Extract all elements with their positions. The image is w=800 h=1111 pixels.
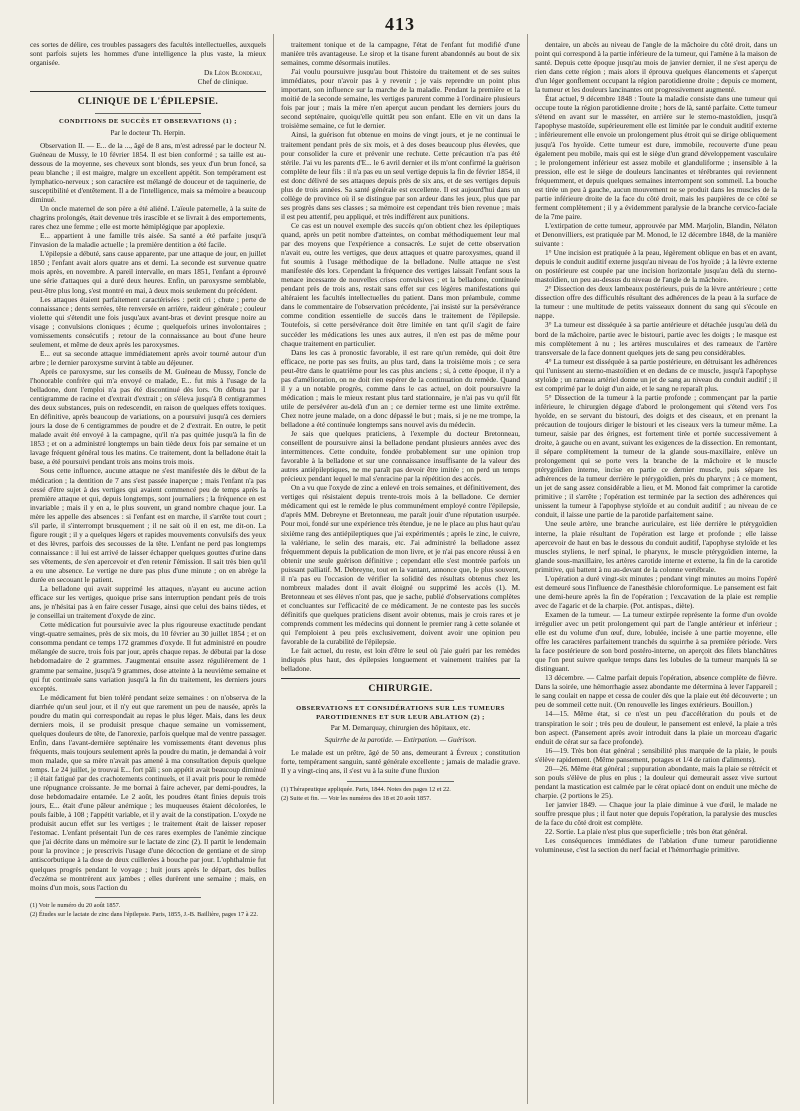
author-role: Chef de clinique.	[197, 77, 248, 87]
body-paragraph: Observation II. — E... de la ..., âgé de 8 ans, m'est adressé par le docteur N. Guéneau de Mussy, le 10 février 1854. Il est bien conformé ; sa taille est au-dessous de la moyenne, ses cheveux sont blonds, ses yeux d'un brun foncé, sa peau blanche ; il est maigre, malgre un excellent appétit. Son tempérament est lymphatico-nerveux ; son caractère est mélangé de douceur et de taquinerie, de susceptibilité et d'entêtement. Il a de l'intelligence, mais sa mémoire a beaucoup diminué.	[30, 140, 266, 205]
section-rule-thin	[347, 700, 455, 701]
body-paragraph: traitement tonique et de la campagne, l'état de l'enfant fut modifié d'une manière très avantageuse. Le sirop et la tisane furent abandonnés au bout de six semaines, comme désormais inutiles.	[281, 40, 520, 68]
body-paragraph: 3° La tumeur est disséquée à sa partie antérieure et détachée jusqu'au delà du bord de la mâchoire, partie avec le bistouri, partie avec les doigts ; le masque est mis complètement à nu ; les artères musculaires et des rameaux de l'artère transversale de la face donnent quelques jets de sang peu considérables.	[535, 320, 777, 357]
body-paragraph: Ce cas est un nouvel exemple des succès qu'on obtient chez les épileptiques quand, après un petit nombre d'atteintes, on combat méthodiquement leur mal par des moyens que l'expérience a consacrés. Le sujet de cette observation n'avait eu, outre les vertiges, que deux attaques et quatre paroxysmes, quand il fut soumis à l'usage méthodique de la belladone. Nulle attaque ne s'est manifestée dès lors. Cependant la fréquence des vertiges laissait l'enfant sous la menace incessante de nouvelles crises convulsives ; et la belladone, continuée pendant près de trois ans, restait sans effet sur ces légères manifestations qui altéraient les facultés intellectuelles du patient. Dans mon préambule, comme dans le commentaire de l'observation précédente, j'ai insisté sur la persévérance comme condition essentielle de succès dans le traitement de l'épilepsie. Toutefois, si cette persévérance doit être limitée en tant qu'il s'agit de faire succéder les médications les unes aux autres, il n'en est pas de même pour chaque traitement en particulier.	[281, 220, 520, 348]
body-paragraph: État actuel, 9 décembre 1848 : Toute la maladie consiste dans une tumeur qui occupe toute la région parotidienne droite ; hors de là, santé parfaite. Cette tumeur s'étend en avant sur le masséter, en arrière sur le sterno-mastoïdien, jusqu'à l'apophyse mastoïde, supérieurement elle est limitée par le conduit auditif externe ; inférieurement elle envoie un prolongement plus étroit qui se dirige obliquement jusqu'à l'os hyoïde. Cette tumeur est dure, immobile, recouverte d'une peau également peu mobile, mais qui est le siège d'un grand développement vasculaire ; le prolongement inférieur est assez mobile et glanduliforme ; insensible à la pression, elle est le siège de douleurs lancinantes et térébrantes qui reviennent fréquemment, et depuis quelques semaines interrompent son sommeil. La bouche est tirée un peu à gauche, aucun mouvement ne se produit dans les muscles de la partie inférieure droite de la face du côté droit, mais les paupières de ce côté se ferment complètement ; il y a évidemment paralysie de la branche cervico-faciale de la 7me paire.	[535, 94, 777, 221]
body-paragraph: L'épilepsie a débuté, sans cause apparente, par une attaque de jour, en juillet 1850 ; l'enfant avait alors quatre ans et demi. La seconde est survenue quatre mois après, en novembre. A pareil intervalle, en mars 1851, l'enfant a éprouvé une série d'attaques qui a duré deux heures. Enfin, un paroxysme semblable, peut-être plus long, s'est montré en mai, à deux mois seulement du précédent.	[30, 249, 266, 295]
section-rule-thin	[95, 113, 201, 114]
footnote-rule	[347, 781, 455, 782]
body-paragraph: 1° Une incision est pratiquée à la peau, légèrement oblique en bas et en avant, depuis le conduit auditif externe jusqu'au niveau de l'os hyoïde ; à la lèvre externe on postérieure est coupée par une incision horizontale jusqu'au delà du sterno-mastoïdien, un peu au-dessus du niveau de l'angle de la mâchoire.	[535, 248, 777, 285]
article-body	[30, 141, 266, 892]
section-title: CHIRURGIE.	[368, 683, 433, 695]
body-paragraph: Examen de la tumeur. — La tumeur extirpée représente la forme d'un ovoïde irrégulier avec un petit prolongement qui part de l'angle antérieur et inférieur ; elle est du volume d'un œuf, dure, lobulée, incisée à une partie moyenne, elle offre les caractères parfaitement tranchés du squirrhe à sa première période. Vers la face postérieure de son bord postéro-interne, on aperçoit des filets blanchâtres que l'on peut suivre quelque temps dans les lobules de la tumeur marqués là se distinguant.	[535, 609, 777, 674]
section-subtitle: CONDITIONS DE SUCCÈS ET OBSERVATIONS (1) ;	[59, 118, 237, 126]
body-paragraph: 13 décembre. — Calme parfait depuis l'opération, absence complète de fièvre. Dans la soirée, une hémorrhagie assez abondante me détermina à lever l'appareil ; le sang coulait en nappe et cessa de couler dès que la plaie eut été découverte ; un peu de sommeil cette nuit. (On renouvelle les linges extérieurs. Bouillon.)	[535, 673, 777, 710]
body-paragraph: L'opération a duré vingt-six minutes ; pendant vingt minutes au moins l'opéré est demeuré sous l'influence de l'anesthésie chloroformique. Le pansement est fait une demi-heure après la fin de l'opération ; l'excavation de la plaie est remplie avec de l'agaric et de la charpie. (Pot. antispas., diète).	[535, 573, 777, 610]
body-paragraph: Une seule artère, une branche auriculaire, est liée derrière le ptérygoïdien interne, la plaie résultant de l'opération est large et profonde ; elle laisse apercevoir de haut en bas le dessous du conduit auditif, l'apophyse styloïde et les muscles styliens, le nerf spinal, le pharynx, le muscle ptérygoïdien interne, la glande sous-maxillaire, les artères carotide interne et externe, la fin de la carotide primitive, qui battent à nu au-devant de la colonne vertébrale.	[535, 519, 777, 574]
article-byline: Par le docteur Th. Herpin.	[110, 128, 186, 137]
body-paragraph: La belladone qui avait supprimé les attaques, n'ayant eu aucune action efficace sur les vertiges, quoique prise sans interruption pendant près de trois ans, je n'hésitai pas à en faire cesser l'usage, ainsi que celui des bains tièdes, et je conseillai un traitement d'oxyde de zinc.	[30, 584, 266, 621]
body-paragraph: Le fait actuel, du reste, est loin d'être le seul où j'aie guéri par les remèdes indiqués plus haut, des épilepsies longuement et vainement traitées par la belladone.	[281, 646, 520, 674]
column-right	[535, 40, 777, 1096]
body-paragraph: E... appartient à une famille très aisée. Sa santé a été parfaite jusqu'à l'invasion de la maladie actuelle ; la première dentition a été facile.	[30, 231, 266, 250]
body-paragraph: Je sais que quelques praticiens, à l'exemple du docteur Bretonneau, conseillent de poursuivre ainsi la belladone pendant plusieurs années avec des intermittences. Cette conduite, fondée probablement sur une opinion trop favorable à la belladone et sur une connaissance insuffisante de la valeur des autres antiépileptiques, ne me paraît pas devoir être imitée ; on perd un temps précieux pendant lequel le mal s'enracine par la répétition des accès.	[281, 429, 520, 484]
section-rule	[281, 678, 520, 679]
article-byline: Par M. Demarquay, chirurgien des hôpitaux, etc.	[330, 724, 471, 733]
footnote: (1) Thérapeutique appliquée. Paris, 1844. Notes des pages 12 et 22.	[281, 785, 451, 793]
footnote-rule	[95, 897, 201, 898]
body-paragraph: 5° Dissection de la tumeur à la partie profonde ; commençant par la partie inférieure, le chirurgien dégage d'abord le prolongement qui s'étend vers l'os hyoïde, en se servant du bistouri, des doigts et des ciseaux, et en prenant la précaution de toujours diriger le bistouri et les ciseaux vers la tumeur même. La tumeur, saisie par des érignes, est fortement tirée et portée successivement à droite, à gauche ou en avant, suivant les exigences de la dissection. En remontant, il sépare complètement la tumeur de la glande sous-maxillaire, enlève un prolongement qui se porte vers la branche de la mâchoire et le muscle ptérygoïdien interne, incise en partie ce dernier muscle, puis sépare les adhérences de la tumeur derrière le ptérygoïdien, près du pharynx ; à ce moment, un jet de sang assez considérable a lieu, et M. Monod fait comprimer la carotide primitive ; il s'arrête ; l'opération est terminée par la section des adhérences qui unissent la tumeur à l'apophyse styloïde et au conduit auditif ; au niveau de ce conduit, il laisse une partie de la parotide parfaitement saine.	[535, 392, 777, 520]
body-paragraph: 14—15. Même état, si ce n'est un peu d'accélération du pouls et de transpiration le soir ; très peu de douleur, le pansement est enlevé, la plaie a très bon aspect. (Pansement après avoir introduit dans la plaie un morceau d'agaric enduit de cérat sur sa face profonde).	[535, 709, 777, 746]
author-signature: Dr Léon Blondeau,	[204, 68, 262, 78]
body-paragraph: 2° Dissection des deux lambeaux postérieurs, puis de la lèvre antérieure ; cette dissection offre des difficultés résultant des adhérences de la peau à la surface de la tumeur : une multitude de petits vaisseaux donnent du sang qui s'écoule en nappe.	[535, 284, 777, 321]
section-subtitle: OBSERVATIONS ET CONSIDÉRATIONS SUR LES TUMEURS PAROTIDIENNES ET SUR LEUR ABLATION (2) ;	[296, 705, 505, 721]
column-divider	[527, 34, 528, 1104]
body-paragraph: 1er janvier 1849. — Chaque jour la plaie diminue à vue d'œil, le malade ne souffre presque plus ; il faut noter que depuis l'opération, la paralysie des muscles de la face du côté droit est complète.	[535, 799, 777, 828]
body-paragraph: 16—19. Très bon état général ; sensibilité plus marquée de la plaie, le pouls s'élève rapidement. (Même pansement, potages et 1/4 de ration d'aliments).	[535, 745, 777, 764]
body-paragraph: Dans les cas à pronostic favorable, il est rare qu'un remède, qui doit être efficace, ne porte pas ses fruits, au plus tard, dans la troisième mois ; ce sera peut-être dans le quatrième pour les cas plus anciens ; si, à cette époque, il n'y a pas d'amélioration, on ne doit rien espérer de la continuation du remède. Quand il y a un notable progrès, comme dans le cas actuel, on doit poursuivre la médication ; mais le mieux restant plus tard stationnaire, je n'ai pas vu qu'il fût utile de persévérer au-delà d'un an ; ce dernier terme est une limite extrême. Chez notre jeune malade, on a donc dépassé le but ; mais, si je ne me trompe, la belladone a été continuée longtemps sans nouvel avis du médecin.	[281, 347, 520, 429]
column-left	[30, 40, 266, 1096]
body-paragraph: Les attaques étaient parfaitement caractérisées : petit cri ; chute ; perte de connaissance ; dents serrées, tête renversée en arrière, raideur générale ; couleur violette qui s'étendit une fois jusqu'aux avant-bras et devint presque noire au visage ; convulsions cloniques ; écume ; quelquefois urines involontaires ; vomissements consécutifs ; retour de la connaissance au bout d'une heure seulement, et même de deux après les paroxysmes.	[30, 294, 266, 349]
footnote: (2) Suite et fin. — Voir les numéros des 18 et 20 août 1857.	[281, 795, 431, 803]
body-paragraph: L'extirpation de cette tumeur, approuvée par MM. Marjolin, Blandin, Nélaton et Denonvilliers, est pratiquée par M. Monod, le 12 décembre 1848, de la manière suivante :	[535, 220, 777, 249]
body-paragraph: dentaire, un abcès au niveau de l'angle de la mâchoire du côté droit, dans un point qui correspond à la partie inférieure de la tumeur, qui l'amène à la maison de santé. Depuis cette époque jusqu'au mois de janvier dernier, il ne s'est aperçu de rien dans cette région ; mais alors il éprouva quelques élancements et s'aperçut d'un léger gonflement occupant la région parotidienne droite ; depuis ce moment, la tumeur et les douleurs lancinantes ont progressivement augmenté.	[535, 40, 777, 95]
body-paragraph: Après ce paroxysme, sur les conseils de M. Guéneau de Mussy, l'oncle de l'honorable confrère qui m'a envoyé ce malade, E... fut mis à l'usage de la belladone, dont l'emploi n'a pas été discontinué dès lors. On débuta par 1 centigramme de racine et d'extrait d'extrait ; on s'éleva jusqu'à 8 centigrammes des deux substances, puis on redescendit, en raison de quelques effets toxiques. En définitive, après beaucoup de variations, on a poursuivi jusqu'à ces derniers jours la dose de 6 centigrammes de poudre et de 2 d'extrait. En outre, le petit malade avait été envoyé à la campagne, qu'il n'a pas quittée jusqu'à la fin de 1853 ; et on a administré longtemps un bain tiède deux fois par semaine et un lavage fréquent général tous les matins. Ce traitement, dont la belladone était la base, a été poursuivi pendant trois ans moins trois mois.	[30, 366, 266, 467]
section-title: CLINIQUE DE L'ÉPILEPSIE.	[77, 96, 219, 108]
body-paragraph: Le médicament fut bien toléré pendant seize semaines : on n'observa de la diarrhée qu'un seul jour, et il n'y eut que rarement un peu de nausée, après la poudre du matin qui correspondait au repas le plus léger. Mais, dans les deux derniers mois, il se produisit presque chaque semaine un vomissement, quelques douleurs de tête, de l'anorexie, parfois quelque mal de ventre passager. Enfin, dans l'avant-dernière septénaire les vomissements étant devenus plus fréquents, mais toujours seulement après la poudre du matin, je demandai à voir mon malade, que sa mère n'avait pas amené à ma consultation depuis quelque temps. Le 24 juillet, je trouvai E... fort pâli ; son appétit avait beaucoup diminué ; il était fatigué par des crachotements continuels, et il avait pris pour le remède une répugnance croissante. Je me bornai à faire achever, par demi-poudres, la dose hebdomadaire entamée. Le 2 août, les poudres étant finies depuis trois jours, E... était d'une pâleur anémique ; les muqueuses étaient décolorées, le pouls faible, à 108 ; l'appétit variable, et il y avait de la constipation. L'oxyde ne produisit aucun effet sur les vertiges ; le traitement était de laisser reposer l'estomac. L'enfant présentait l'un de ces rares exemples de l'anémie zincique que j'ai décrite dans un mémoire sur le lactate de zinc (2). Il partit le lendemain pour la province ; je prescrivis l'usage d'une décoction de gentiane et de sirop antiscorbutique à la dose de deux cuillerées à bouche par jour. L'ophthalmie fut quelques progrès pendant le voyage ; huit jours après le départ, des bulles d'eczéma se montrèrent aux jambes ; elles durèrent une semaine ; mais, en moins d'un mois, sous l'action du	[30, 692, 266, 892]
body-paragraph: J'ai voulu poursuivre jusqu'au bout l'histoire du traitement et de ses suites immédiates, pour n'avoir pas à y revenir ; je vais reprendre un point plus important, son influence sur la marche de la maladie. Pendant la première et la moitié de la seconde semaine, les vertiges parurent comme à l'ordinaire plusieurs fois par jour ; mais la mère n'en aperçut aucun pendant les derniers jours du second septénaire, quoiqu'elle quittât peu son enfant. Elle en vit un dans la troisième semaine, ce fut le dernier.	[281, 67, 520, 131]
body-paragraph: E... eut sa seconde attaque immédiatement après avoir tourné autour d'un arbre ; le dernier paroxysme survint à table au déjeuner.	[30, 348, 266, 367]
body-paragraph: Un oncle maternel de son père a été aliéné. L'aïeule paternelle, à la suite de chagrins prolongés, était devenue très irascible et se livrait à des emportements, rares chez une femme ; elle est morte hémiplégique par apoplexie.	[30, 204, 266, 232]
body-paragraph: On a vu que l'oxyde de zinc a enlevé en trois semaines, et définitivement, des vertiges qui résistaient depuis trente-trois mois à la belladone. Ce dernier médicament qui est le remède le plus communément employé contre l'épilepsie, d'après MM. Debreyne et Bretonneau, me paraît jouir d'une réputation usurpée. Pour moi, fondé sur une expérience très étendue, je ne le place au plus haut qu'au sixième rang des antiépileptiques que j'ai expérimentés ; après le zinc, le cuivre, la valériane, le selin des marais, etc. J'ai administré la belladone assez fréquemment depuis la publication de mon livre, et je n'ai pas encore réussi à en obtenir une seule guérison définitive ; cependant elle s'est montrée parfois un puissant palliatif. M. Debreyne, tout en la vantant, annonce que, le plus souvent, il n'a pas eu l'occasion de vérifier la solidité des résultats obtenus chez les nombreux malades dont il avait éloigné ou supprimé les accès (1). M. Bretonneau et ses élèves n'ont pas, que je sache, publié d'observations complètes et concluantes sur l'efficacité de ce médicament. Je ne conteste pas les succès définitifs que quelques praticiens disent avoir obtenus, mais je crois rares et je comprends comment les médecins qui donnent le premier rang à cette solanée et qui l'emploient à peu près exclusivement, doivent avoir une opinion peu favorable de la curabilité de l'épilepsie.	[281, 483, 520, 647]
body-paragraph: Cette médication fut poursuivie avec la plus rigoureuse exactitude pendant vingt-quatre semaines, près de six mois, du 10 février au 30 juillet 1854 ; et on consomma pendant ce temps 172 grammes d'oxyde. Il fut administré en poudre mélangée de sucre, trois fois par jour, après chaque repas. Je débutai par la dose hebdomadaire de 2 grammes. J'augmentai ensuite assez régulièrement de 1 gramme par semaine, jusqu'à 9 grammes, dose atteinte à la neuvième semaine et qui fut continuée sans variation jusqu'à la fin du traitement, les derniers jours exceptés.	[30, 620, 266, 693]
body-paragraph: Sous cette influence, aucune attaque ne s'est manifestée dès le début de la médication ; la dentition de 7 ans s'est passée inaperçue ; mais l'enfant n'a pas cessé d'être sujet à des vertiges qui avaient commencé peu de temps après la première attaque et qui, depuis longtemps, sont journaliers ; la fréquence en est invariable ; mais il y en a, le plus souvent, un grand nombre chaque jour. La mère les appelle des absences : si l'enfant est en marche, il s'arrête tout court ; s'il parle, il s'interrompt brusquement ; il ne sait où il en est, me dit-on. La figure rougit ; il y a quelques légers et rapides mouvements convulsifs des yeux et des lèvres, parfois des secousses de la tête. L'enfant ne perd pas longtemps connaissance : il lui est arrivé de laisser échapper quelques gouttes d'urine dans ses vêtements, de s'en apercevoir et d'en retenir l'émission. Il sait très bien qu'il a eu une absence. Le vertige ne dure pas plus d'une minute ; on en abrège la durée en secouant le patient.	[30, 466, 266, 585]
footnote: (2) Études sur le lactate de zinc dans l'épilepsie. Paris, 1855, J.-B. Baillière, pages 17 à 22.	[30, 911, 258, 919]
body-paragraph: 4° La tumeur est disséquée à sa partie postérieure, en détruisant les adhérences qui l'unissent au sterno-mastoïdien et en dedans de ce muscle, jusqu'à l'apophyse styloïde ; un rameau artériel donne un jet de sang au niveau du conduit auditif ; il est comprimé par le doigt d'un aide, et le sang ne reparaît plus.	[535, 356, 777, 393]
body-paragraph: Le malade est un prêtre, âgé de 50 ans, demeurant à Évreux ; constitution forte, tempérament sanguin, santé générale excellente ; jamais de maladie grave. Il y a vingt-cinq ans, il s'est vu à la suite d'une fluxion	[281, 748, 520, 776]
body-paragraph: Les conséquences immédiates de l'ablation d'une tumeur parotidienne volumineuse, c'est la section du nerf facial et l'hémorrhagie primitive.	[535, 836, 777, 855]
intro-paragraph: ces sortes de délire, ces troubles passagers des facultés intellectuelles, auxquels sont parfois sujets les hommes d'une intelligence la plus vaste, la mieux organisée.	[30, 40, 266, 68]
body-paragraph: Ainsi, la guérison fut obtenue en moins de vingt jours, et je ne continuai le traitement pendant près de six mois, et à des doses beaucoup plus élevées, que pour consolider la cure et prévenir une rechute. Cette précaution n'a pas été stérile. J'ai vu les parents d'E... le 6 avril dernier et ils m'ont confirmé la guérison complète de leur fils : il n'a pas eu un seul vertige depuis la fin de février 1854, il est donc délivré de ses attaques depuis près de six ans, et de ses vertiges depuis plus de trois années. Sa santé générale est excellente. Il est aujourd'hui dans un collège de province où il se distingue par son ardeur dans les jeux, plus que par ses progrès dans ses classes ; sa mémoire est cependant très bien revenue ; mais il est peu attentif, peu appliqué, et très indifférent aux punitions.	[281, 130, 520, 221]
page-number: 413	[385, 14, 415, 34]
case-title: Squirrhe de la parotide. — Extirpation. — Guérison.	[324, 736, 477, 745]
body-paragraph: 22. Sortie. La plaie n'est plus que superficielle ; très bon état général.	[545, 827, 748, 837]
column-middle	[281, 40, 520, 1096]
footnote: (1) Voir le numéro du 20 août 1857.	[30, 901, 121, 909]
body-paragraph: 20—26. Même état général ; suppuration abondante, mais la plaie se rétrécit et son pouls s'élève de plus en plus ; la douleur qui demeurait assez vive surtout pendant la mastication est calmée par le cérat opiacé dont on enduit une mèche de charpie. (2 portions le 25).	[535, 763, 777, 800]
section-rule	[30, 91, 266, 92]
column-divider	[273, 34, 274, 1104]
